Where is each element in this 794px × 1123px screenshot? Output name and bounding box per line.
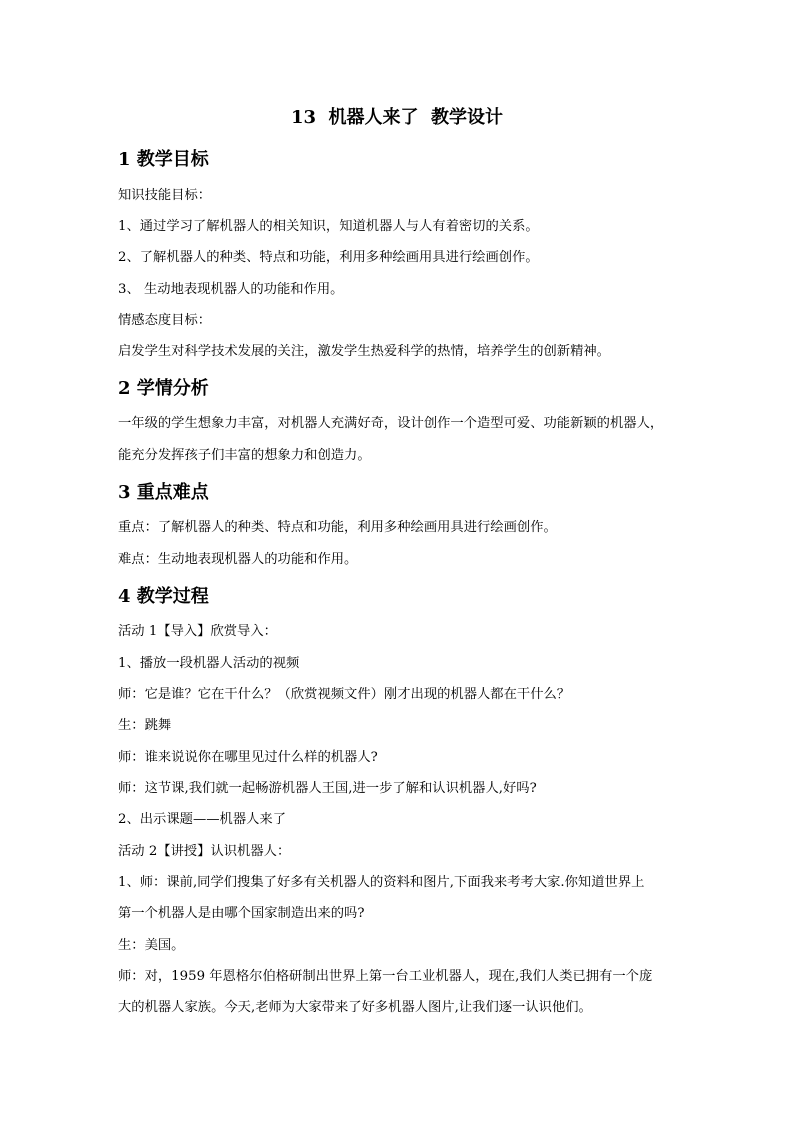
paragraph-line: 一年级的学生想象力丰富，对机器人充满好奇，设计创作一个造型可爱、功能新颖的机器人，: [118, 416, 664, 431]
paragraph-line: 1、播放一段机器人活动的视频: [118, 656, 300, 671]
section-heading-key-points: 3 重点难点: [118, 482, 209, 503]
paragraph-line: 大的机器人家族。今天,老师为大家带来了好多机器人图片,让我们逐一认识他们。: [118, 1000, 592, 1015]
paragraph-line: 知识技能目标：: [118, 188, 212, 203]
paragraph-line: 师：谁来说说你在哪里见过什么样的机器人?: [118, 750, 378, 765]
paragraph-line: 生：美国。: [118, 938, 185, 953]
paragraph-line: 3、 生动地表现机器人的功能和作用。: [118, 282, 344, 297]
section-heading-process: 4 教学过程: [118, 586, 209, 607]
paragraph-line: 活动 1【导入】欣赏导入：: [118, 624, 277, 639]
paragraph-line: 启发学生对科学技术发展的关注，激发学生热爱科学的热情，培养学生的创新精神。: [118, 344, 610, 359]
paragraph-line: 1、师：课前,同学们搜集了好多有关机器人的资料和图片,下面我来考考大家.你知道世界上: [118, 875, 645, 890]
section-heading-analysis: 2 学情分析: [118, 378, 209, 399]
paragraph-line: 师：它是谁？它在干什么？（欣赏视频文件）刚才出现的机器人都在干什么？: [118, 687, 571, 702]
page-title: 13 机器人来了 教学设计: [290, 107, 504, 128]
paragraph-line: 活动 2【讲授】认识机器人：: [118, 844, 291, 859]
section-heading-objectives: 1 教学目标: [118, 149, 209, 170]
paragraph-line: 情感态度目标：: [118, 313, 212, 328]
paragraph-line: 能充分发挥孩子们丰富的想象力和创造力。: [118, 448, 371, 463]
paragraph-line: 1、通过学习了解机器人的相关知识，知道机器人与人有着密切的关系。: [118, 219, 539, 234]
paragraph-line: 重点：了解机器人的种类、特点和功能，利用多种绘画用具进行绘画创作。: [118, 520, 557, 535]
paragraph-line: 生：跳舞: [118, 718, 172, 733]
paragraph-line: 2、了解机器人的种类、特点和功能，利用多种绘画用具进行绘画创作。: [118, 250, 539, 265]
paragraph-line: 第一个机器人是由哪个国家制造出来的吗?: [118, 906, 365, 921]
paragraph-line: 难点：生动地表现机器人的功能和作用。: [118, 552, 358, 567]
paragraph-line: 师：这节课,我们就一起畅游机器人王国,进一步了解和认识机器人,好吗?: [118, 781, 537, 796]
paragraph-line: 2、出示课题——机器人来了: [118, 812, 287, 827]
paragraph-line: 师：对，1959 年恩格尔伯格研制出世界上第一台工业机器人，现在,我们人类已拥有一个庞: [118, 969, 653, 984]
